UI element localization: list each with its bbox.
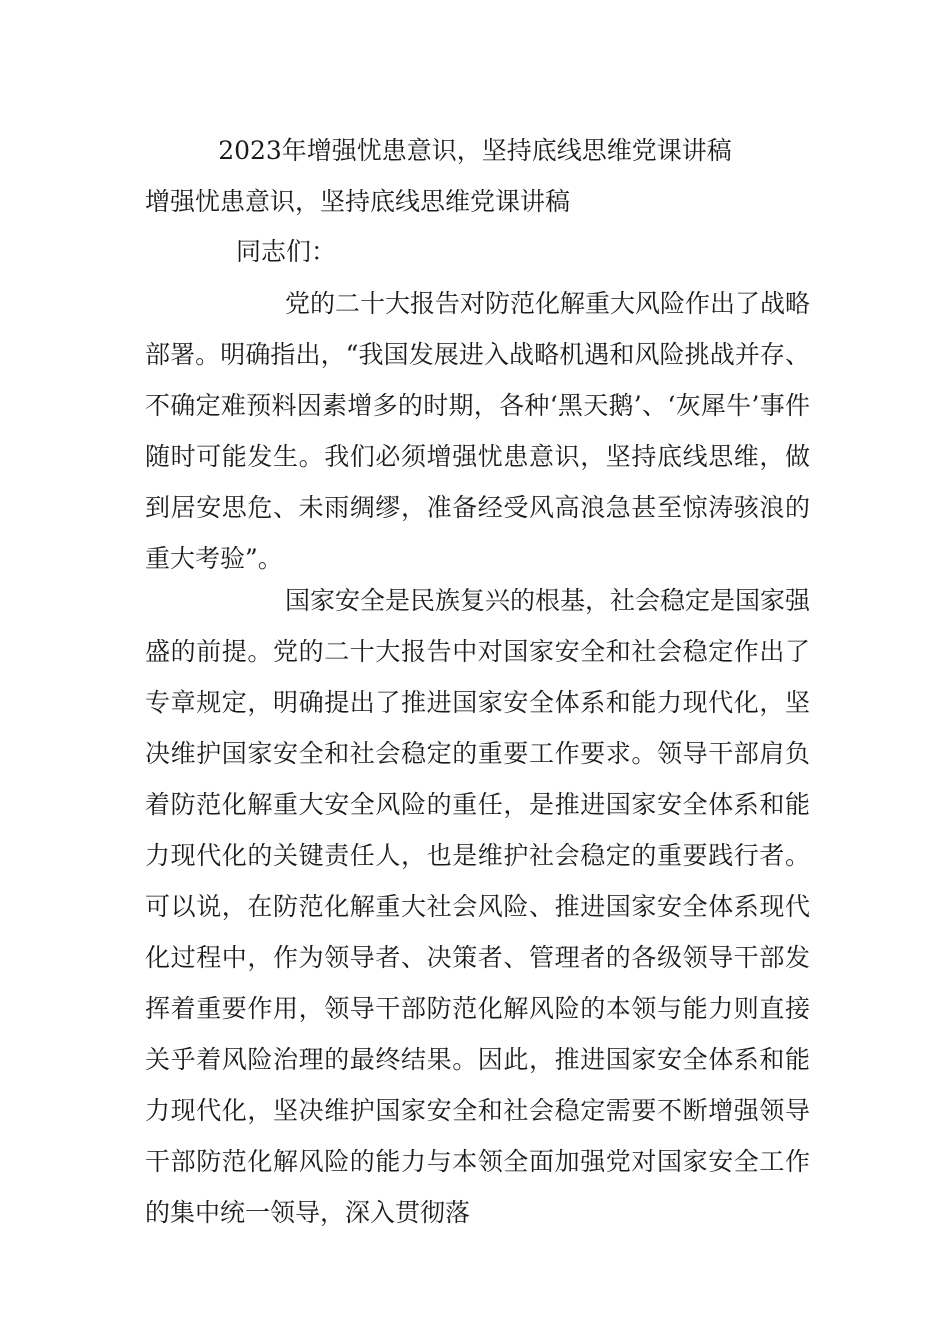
paragraph-2: 国家安全是民族复兴的根基，社会稳定是国家强盛的前提。党的二十大报告中对国家安全和社会稳定作出了专章规定，明确提出了推进国家安全体系和能力现代化，坚决维护国家安全和社会稳定的重要工作要求。领导干部肩负着防范化解重大安全风险的重任，是推进国家安全体系和能力现代化的关键责任人，也是维护社会稳定的重要践行者。可以说，在防范化解重大社会风险、推进国家安全体系现代化过程中，作为领导者、决策者、管理者的各级领导干部发挥着重要作用，领导干部防范化解风险的本领与能力则直接关乎着风险治理的最终结果。因此，推进国家安全体系和能力现代化，坚决维护国家安全和社会稳定需要不断增强领导干部防范化解风险的能力与本领全面加强党对国家安全工作的集中统一领导，深入贯彻落 bbox=[145, 586, 811, 1227]
document-subtitle: 增强忧患意识，坚持底线思维党课讲稿 bbox=[145, 187, 571, 216]
greeting: 同志们： bbox=[236, 237, 337, 266]
document-title: 2023年增强忧患意识，坚持底线思维党课讲稿 bbox=[218, 136, 732, 165]
paragraph-1: 党的二十大报告对防范化解重大风险作出了战略部署。明确指出，“我国发展进入战略机遇和风险挑战并存、不确定难预料因素增多的时期，各种‘黑天鹅’、‘灰犀牛’事件随时可能发生。我们必须增强忧患意识，坚持底线思维，做到居安思危、未雨绸缪，准备经受风高浪急甚至惊涛骇浪的重大考验”。 bbox=[145, 289, 811, 573]
